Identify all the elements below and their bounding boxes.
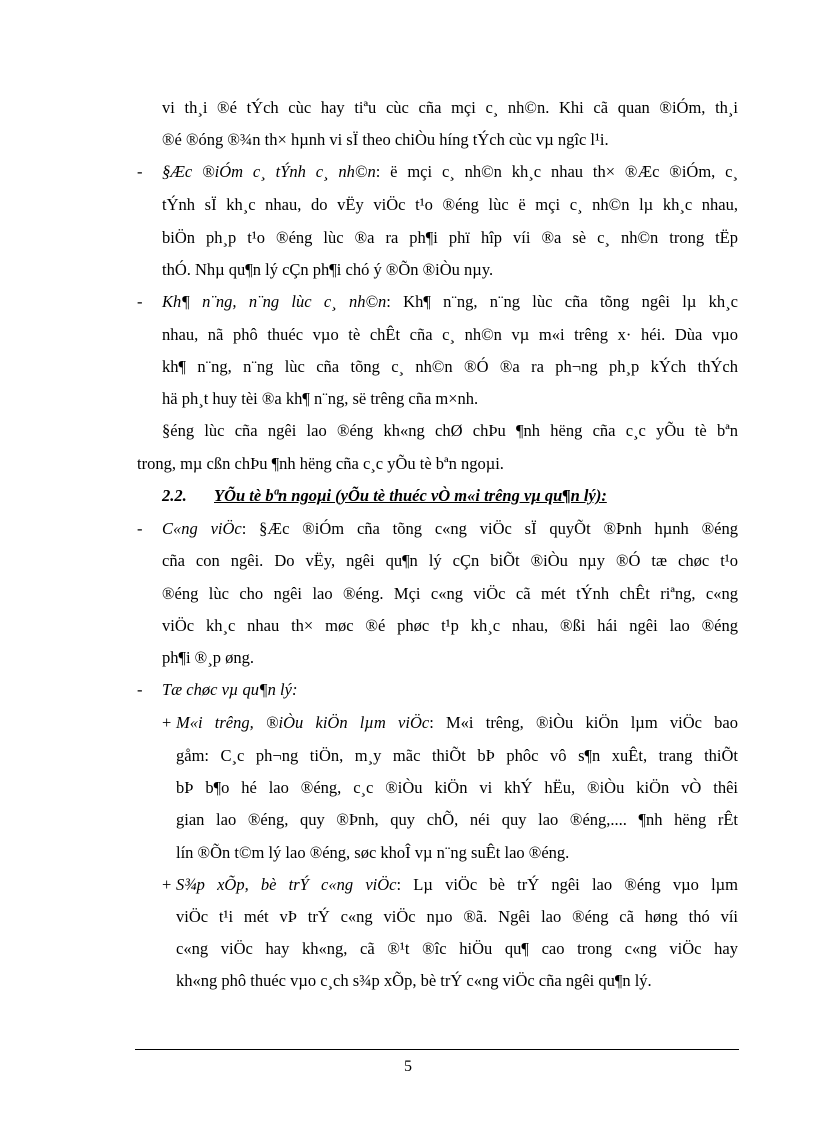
- bullet-line: nhau, nã phô thuéc vµo tè chÊt cña c¸ nh©n vµ m«i trêng x· héi. Dùa vµo: [162, 325, 738, 344]
- sub-plus: +: [162, 713, 172, 732]
- bullet-first-line: [162, 292, 738, 312]
- bullet-line: hä ph¸t huy tèi ®a kh¶ n¨ng, së trêng cña m×nh.: [162, 389, 479, 408]
- bullet-dash: -: [137, 519, 143, 538]
- sub-text: : Lµ viÖc bè trÝ ngêi lao ®éng vµo lµm: [396, 875, 739, 894]
- page-number: 5: [404, 1058, 412, 1075]
- bullet-first-line: [162, 519, 738, 539]
- bullet-line: biÖn ph¸p t¹o ®éng lùc ®a ra ph¶i phï hîp víi ®a sè c¸ nh©n trong tËp: [162, 228, 738, 247]
- sub-line: kh«ng phô thuéc vµo c¸ch s¾p xÕp, bè trÝ c«ng viÖc cña ngêi qu¶n lý.: [176, 971, 652, 990]
- bullet-text: : Kh¶ n¨ng, n¨ng lùc cña tõng ngêi lµ kh¸c: [386, 292, 739, 311]
- bullet-text: : §Æc ®iÓm cña tõng c«ng viÖc sÏ quyÕt ®Þnh hµnh ®éng: [241, 519, 739, 538]
- paragraph-line: §éng lùc cña ngêi lao ®éng kh«ng chØ chÞu ¶nh hëng cña c¸c yÕu tè bªn: [162, 421, 738, 440]
- bullet-dash: -: [137, 292, 143, 311]
- sub-line: gian lao ®éng, quy ®Þnh, quy chÕ, néi quy lao ®éng,.... ¶nh hëng rÊt: [176, 810, 738, 829]
- sub-plus: +: [162, 875, 172, 894]
- bullet-lead: §Æc ®iÓm c¸ tÝnh c¸ nh©n: [162, 162, 376, 181]
- bullet-lead: Tæ chøc vµ qu¶n lý:: [162, 680, 298, 699]
- bullet-line: thÓ. Nhµ qu¶n lý cÇn ph¶i chó ý ®Õn ®iÒu nµy.: [162, 260, 494, 279]
- sub-line: gåm: C¸c ph¬ng tiÖn, m¸y mãc thiÕt bÞ phôc vô s¶n xuÊt, trang thiÕt: [176, 746, 738, 765]
- sub-line: c«ng viÖc hay kh«ng, cã ®¹t ®îc hiÖu qu¶ cao trong c«ng viÖc hay: [176, 939, 738, 958]
- bullet-line: kh¶ n¨ng, n¨ng lùc cña tõng c¸ nh©n ®Ó ®a ra ph¬ng ph¸p kÝch thÝch: [162, 357, 738, 376]
- section-number: 2.2.: [162, 486, 187, 505]
- sub-lead: S¾p xÕp, bè trÝ c«ng viÖc: [176, 875, 397, 894]
- paragraph-line: vi th¸i ®é tÝch cùc hay tiªu cùc cña mçi c¸ nh©n. Khi cã quan ®iÓm, th¸i: [162, 98, 738, 117]
- bullet-dash: -: [137, 162, 143, 181]
- section-title: YÕu tè bªn ngoµi (yÕu tè thuéc vÒ m«i trêng vµ qu¶n lý):: [214, 486, 607, 505]
- paragraph-line: trong, mµ cßn chÞu ¶nh hëng cña c¸c yÕu tè bªn ngoµi.: [137, 454, 504, 473]
- bullet-line: tÝnh sÏ kh¸c nhau, do vËy viÖc t¹o ®éng lùc ë mçi c¸ nh©n lµ kh¸c nhau,: [162, 195, 738, 214]
- bullet-line: ®éng lùc cho ngêi lao ®éng. Mçi c«ng viÖc cã mét tÝnh chÊt riªng, c«ng: [162, 584, 738, 603]
- bullet-line: viÖc kh¸c nhau th× møc ®é phøc t¹p kh¸c nhau, ®ßi hái ngêi lao ®éng: [162, 616, 738, 635]
- bullet-text: : ë mçi c¸ nh©n kh¸c nhau th× ®Æc ®iÓm, c¸: [375, 162, 738, 181]
- footer-rule: [135, 1049, 739, 1050]
- bullet-dash: -: [137, 680, 143, 699]
- sub-line: bÞ b¶o hé lao ®éng, c¸c ®iÒu kiÖn vi khÝ hËu, ®iÒu kiÖn vÒ thêi: [176, 778, 738, 797]
- paragraph-line: ®é ®óng ®¾n th× hµnh vi sÏ theo chiÒu híng tÝch cùc vµ ngîc l¹i.: [162, 130, 609, 149]
- bullet-first-line: [162, 162, 738, 182]
- bullet-lead: C«ng viÖc: [162, 519, 242, 538]
- sub-line: lín ®Õn t©m lý lao ®éng, søc khoÎ vµ n¨ng suÊt lao ®éng.: [176, 843, 570, 862]
- bullet-lead: Kh¶ n¨ng, n¨ng lùc c¸ nh©n: [162, 292, 387, 311]
- sub-lead: M«i trêng, ®iÒu kiÖn lµm viÖc: [176, 713, 430, 732]
- sub-line: viÖc t¹i mét vÞ trÝ c«ng viÖc nµo ®ã. Ngêi lao ®éng cã høng thó víi: [176, 907, 738, 926]
- sub-text: : M«i trêng, ®iÒu kiÖn lµm viÖc bao: [429, 713, 738, 732]
- sub-first-line: [176, 875, 738, 895]
- bullet-line: ph¶i ®¸p øng.: [162, 648, 254, 667]
- bullet-line: cña con ngêi. Do vËy, ngêi qu¶n lý cÇn biÕt ®iÒu nµy ®Ó tæ chøc t¹o: [162, 551, 738, 570]
- sub-first-line: [176, 713, 738, 733]
